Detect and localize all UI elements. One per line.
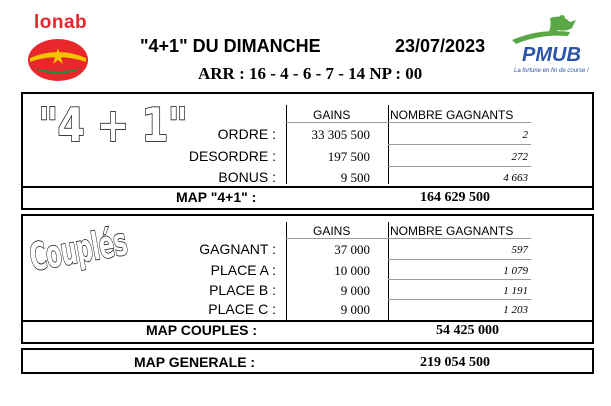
gain-value: 9 500 bbox=[340, 170, 370, 185]
divider bbox=[388, 259, 531, 260]
pmub-logo-text: PMUB bbox=[522, 44, 581, 66]
gain-value: 10 000 bbox=[334, 263, 370, 278]
map-generale-row bbox=[21, 348, 594, 374]
row-label: BONUS : bbox=[218, 169, 276, 185]
row-label: PLACE C : bbox=[208, 301, 276, 317]
row-label: ORDRE : bbox=[217, 126, 276, 142]
arrivee-line: ARR : 16 - 4 - 6 - 7 - 14 NP : 00 bbox=[198, 64, 423, 83]
map-generale-label: MAP GENERALE : bbox=[134, 354, 256, 370]
gain-value: 33 305 500 bbox=[311, 127, 370, 142]
gagnants-value: 1 079 bbox=[503, 265, 528, 277]
gagnants-value: 597 bbox=[511, 244, 528, 256]
map-41-label: MAP "4+1" : bbox=[176, 189, 257, 205]
page-title: "4+1" DU DIMANCHE bbox=[140, 36, 321, 56]
map-41-row bbox=[21, 186, 594, 210]
gain-value: 37 000 bbox=[334, 242, 370, 257]
gagnants-value: 1 203 bbox=[503, 304, 528, 316]
col-gains-header: GAINS bbox=[313, 224, 351, 238]
gain-value: 9 000 bbox=[340, 302, 370, 317]
gain-value: 197 500 bbox=[327, 149, 370, 164]
map-couples-label: MAP COUPLES : bbox=[146, 322, 257, 338]
row-label: PLACE B : bbox=[209, 282, 276, 298]
quatre-plus-un-logo: "4 + 1" bbox=[38, 98, 188, 152]
page-date: 23/07/2023 bbox=[395, 36, 486, 56]
col-gagnants-header: NOMBRE GAGNANTS bbox=[390, 224, 514, 238]
gain-value: 9 000 bbox=[340, 283, 370, 298]
row-label: PLACE A : bbox=[210, 262, 276, 278]
pmub-tagline: La fortune en fin de course ! bbox=[514, 68, 589, 74]
couples-logo: Couplés bbox=[26, 219, 130, 280]
map-couples-value: 54 425 000 bbox=[436, 323, 499, 338]
row-label: GAGNANT : bbox=[199, 241, 276, 257]
divider bbox=[286, 238, 531, 239]
col-gagnants-header: NOMBRE GAGNANTS bbox=[390, 108, 514, 122]
divider bbox=[388, 279, 531, 280]
gagnants-value: 2 bbox=[522, 129, 528, 141]
lonab-logo-text: lonab bbox=[34, 12, 88, 33]
divider bbox=[388, 166, 531, 167]
lonab-ball-icon bbox=[26, 34, 90, 82]
gagnants-value: 272 bbox=[511, 151, 528, 163]
divider bbox=[388, 299, 531, 300]
divider bbox=[388, 144, 531, 145]
gagnants-value: 1 191 bbox=[503, 285, 528, 297]
divider bbox=[286, 222, 287, 320]
row-label: DESORDRE : bbox=[188, 148, 276, 164]
gagnants-value: 4 663 bbox=[503, 172, 528, 184]
divider bbox=[286, 122, 531, 123]
divider bbox=[286, 105, 287, 184]
map-generale-value: 219 054 500 bbox=[420, 355, 490, 370]
map-41-value: 164 629 500 bbox=[420, 190, 490, 205]
map-couples-row bbox=[21, 320, 594, 344]
col-gains-header: GAINS bbox=[313, 108, 351, 122]
